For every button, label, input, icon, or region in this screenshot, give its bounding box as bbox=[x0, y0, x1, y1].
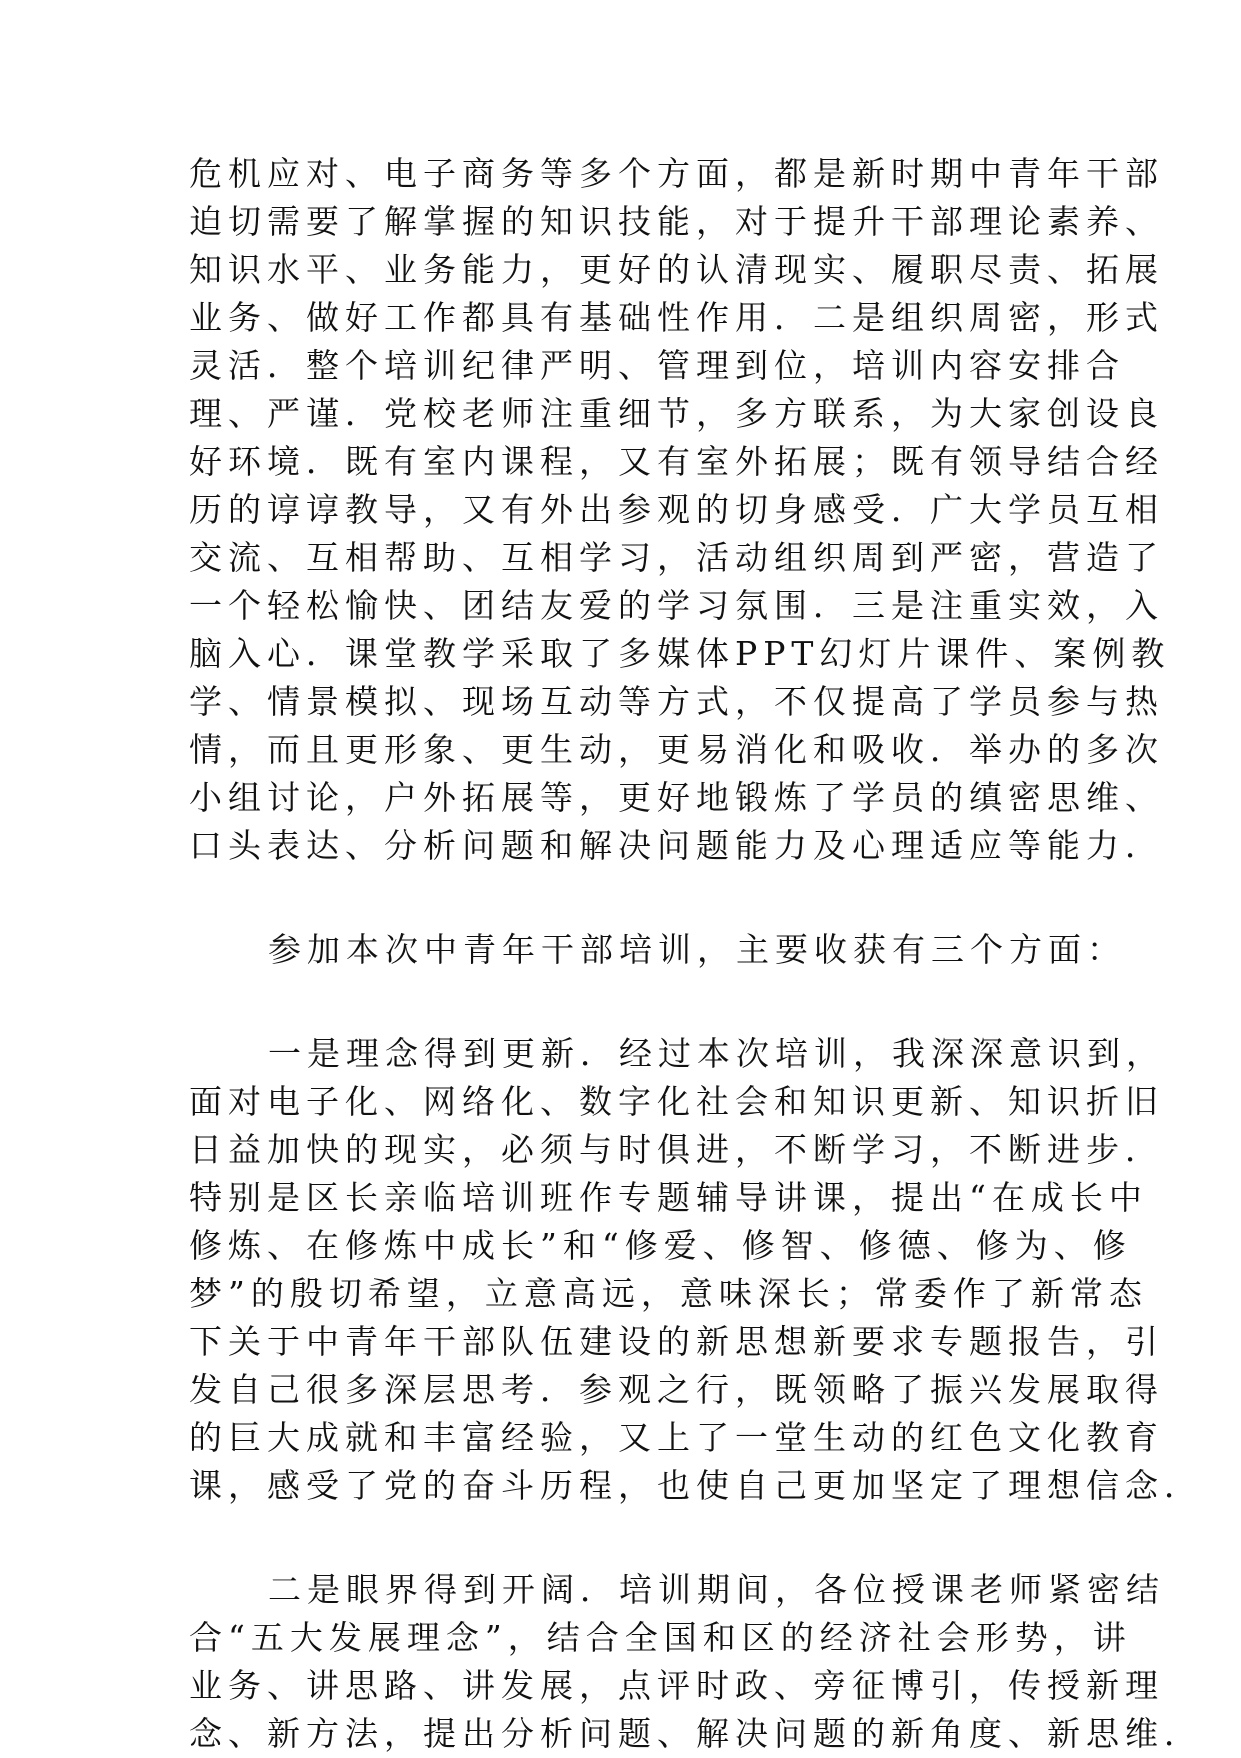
text-line: 修炼、在修炼中成长”和“修爱、修智、修德、修为、修 bbox=[189, 1226, 1132, 1265]
paragraph-3 bbox=[189, 1030, 1203, 1510]
text-line: 灵活．整个培训纪律严明、管理到位，培训内容安排合 bbox=[189, 346, 1125, 385]
text-line: 二是眼界得到开阔．培训期间，各位授课老师紧密结 bbox=[268, 1570, 1165, 1609]
text-line: 面对电子化、网络化、数字化社会和知识更新、知识折旧 bbox=[189, 1082, 1164, 1121]
text-line: 参加本次中青年干部培训，主要收获有三个方面： bbox=[268, 930, 1126, 969]
text-line: 一个轻松愉快、团结友爱的学习氛围．三是注重实效，入 bbox=[189, 586, 1164, 625]
text-line: 业务、讲思路、讲发展，点评时政、旁征博引，传授新理 bbox=[189, 1666, 1164, 1705]
text-line: 下关于中青年干部队伍建设的新思想新要求专题报告，引 bbox=[189, 1322, 1164, 1361]
text-line: 一是理念得到更新．经过本次培训，我深深意识到， bbox=[268, 1034, 1165, 1073]
text-line: 课，感受了党的奋斗历程，也使自己更加坚定了理想信念． bbox=[189, 1466, 1203, 1505]
text-line: 危机应对、电子商务等多个方面，都是新时期中青年干部 bbox=[189, 154, 1164, 193]
text-line: 历的谆谆教导，又有外出参观的切身感受．广大学员互相 bbox=[189, 490, 1164, 529]
document-body bbox=[189, 150, 1203, 1758]
text-line: 合“五大发展理念”，结合全国和区的经济社会形势，讲 bbox=[189, 1618, 1132, 1657]
paragraph-spacer bbox=[189, 974, 1069, 1030]
text-line: 的巨大成就和丰富经验，又上了一堂生动的红色文化教育 bbox=[189, 1418, 1164, 1457]
text-line: 特别是区长亲临培训班作专题辅导讲课，提出“在成长中 bbox=[189, 1178, 1148, 1217]
text-line: 交流、互相帮助、互相学习，活动组织周到严密，营造了 bbox=[189, 538, 1164, 577]
text-line: 念、新方法，提出分析问题、解决问题的新角度、新思维． bbox=[189, 1714, 1203, 1753]
paragraph-spacer bbox=[189, 1510, 1069, 1566]
text-line: 发自己很多深层思考．参观之行，既领略了振兴发展取得 bbox=[189, 1370, 1164, 1409]
text-line: 日益加快的现实，必须与时俱进，不断学习，不断进步． bbox=[189, 1130, 1164, 1169]
text-line: 理、严谨．党校老师注重细节，多方联系，为大家创设良 bbox=[189, 394, 1164, 433]
paragraph-spacer bbox=[189, 870, 1069, 926]
text-line: 口头表达、分析问题和解决问题能力及心理适应等能力． bbox=[189, 826, 1164, 865]
text-line: 好环境．既有室内课程，又有室外拓展；既有领导结合经 bbox=[189, 442, 1164, 481]
text-line: 梦”的殷切希望，立意高远，意味深长；常委作了新常态 bbox=[189, 1274, 1148, 1313]
text-line: 情，而且更形象、更生动，更易消化和吸收．举办的多次 bbox=[189, 730, 1164, 769]
text-line: 脑入心．课堂教学采取了多媒体PPT幻灯片课件、案例教 bbox=[189, 634, 1171, 673]
paragraph-4 bbox=[189, 1566, 1203, 1758]
text-line: 学、情景模拟、现场互动等方式，不仅提高了学员参与热 bbox=[189, 682, 1164, 721]
paragraph-1 bbox=[189, 150, 1171, 870]
paragraph-2 bbox=[189, 926, 1126, 974]
text-line: 知识水平、业务能力，更好的认清现实、履职尽责、拓展 bbox=[189, 250, 1164, 289]
text-line: 小组讨论，户外拓展等，更好地锻炼了学员的缜密思维、 bbox=[189, 778, 1164, 817]
text-line: 迫切需要了解掌握的知识技能，对于提升干部理论素养、 bbox=[189, 202, 1164, 241]
text-line: 业务、做好工作都具有基础性作用．二是组织周密，形式 bbox=[189, 298, 1164, 337]
